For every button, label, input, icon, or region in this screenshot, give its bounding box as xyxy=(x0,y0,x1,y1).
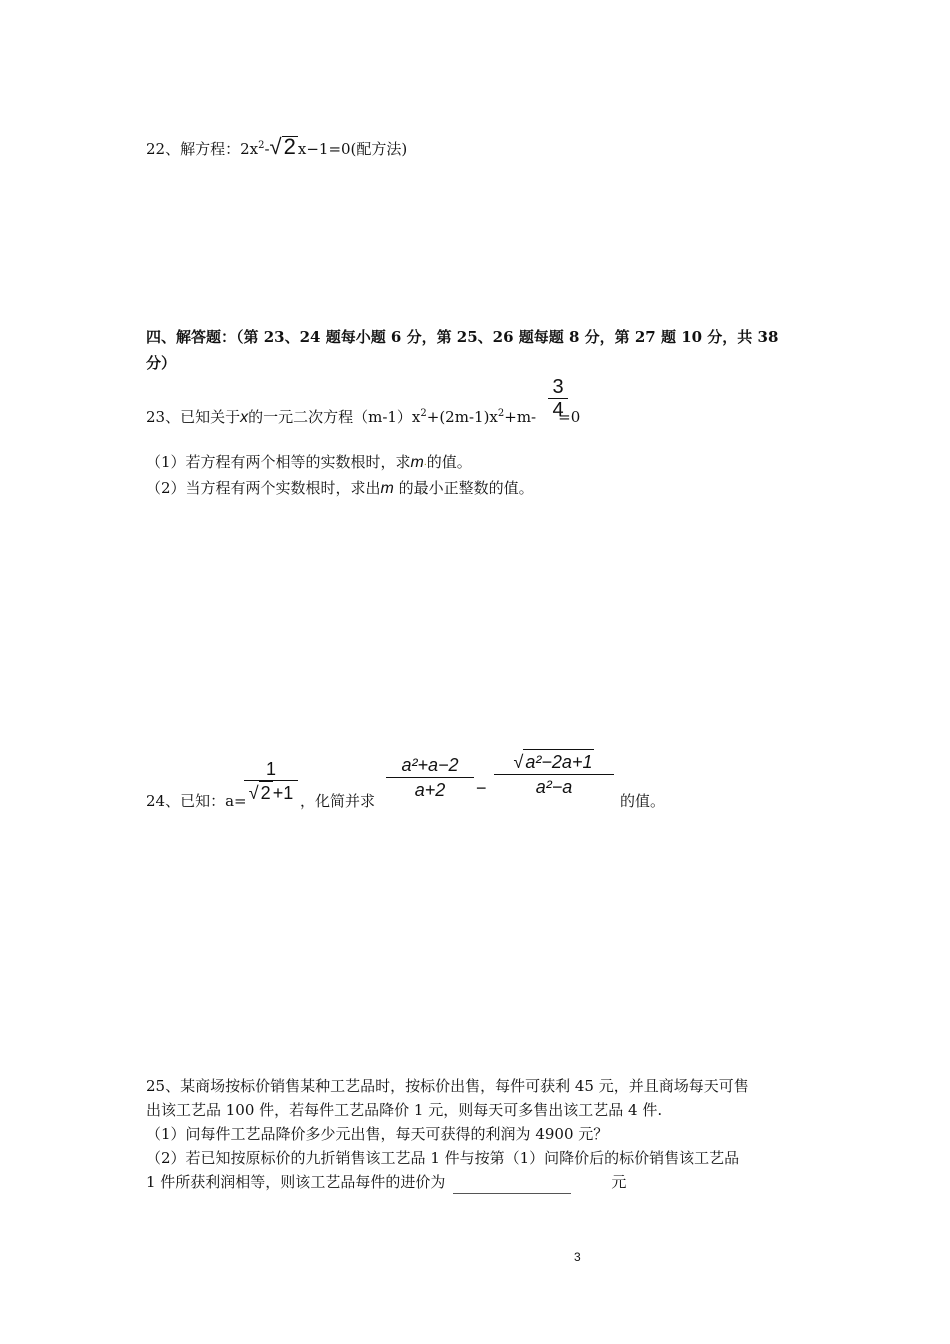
q24-mid: ，化简并求 xyxy=(300,792,376,810)
q23-fraction: 3 4 xyxy=(548,376,568,421)
question-25: 25、某商场按标价销售某种工艺品时，按标价出售，每件可获利 45 元，并且商场每天可售 出该工艺品 100 件，若每件工艺品降价 1 元，则每天可多售出该工艺品 4 件. （1）问每件工艺品降价多少元出售，每天可获得的利润为 4900 元？ （2）若已知按原标价的九折销售该工艺品 1 件与按第（1）问降价后的标价销售该工艺品 1 件所获利润相等，则该工艺品每件的进价为 元 xyxy=(146,1074,749,1194)
sqrt-argument: 2 xyxy=(283,134,296,159)
q23-part-1: （1）若方程有两个相等的实数根时，求m.的值。 xyxy=(146,453,472,471)
question-22: 22、解方程：$2x^2-√2$ x−1=0(配方法) xyxy=(146,134,408,159)
page-number: 3 xyxy=(574,1250,581,1264)
question-23: 23、已知关于x的一元二次方程$(m-1)x^2+(2m-1)x^2+m- =0$ xyxy=(146,408,581,426)
q24-tail: 的值。 xyxy=(620,792,666,810)
q23-part-2: （2）当方程有两个实数根时，求出m 的最小正整数的值。 xyxy=(146,479,534,497)
answer-blank[interactable] xyxy=(453,1177,571,1194)
q24-minus: − xyxy=(476,778,487,798)
q24-a-fraction: 1 √ 2 +1 xyxy=(244,758,298,804)
section-4-header: 四、解答题：（第 23、24 题每小题 6 分，第 25、26 题每题 8 分，第 27 题 10 分，共 38 分） xyxy=(146,328,779,372)
q22-text: 22、解方程：2x xyxy=(146,140,259,158)
q24-lead: 24、已知：a= xyxy=(146,792,247,810)
q24-fraction-1: a²+a−2 a+2 xyxy=(386,753,474,802)
q24-fraction-2: √ a²−2a+1 a²−a xyxy=(494,749,614,799)
sqrt-sign: √ xyxy=(269,134,282,159)
